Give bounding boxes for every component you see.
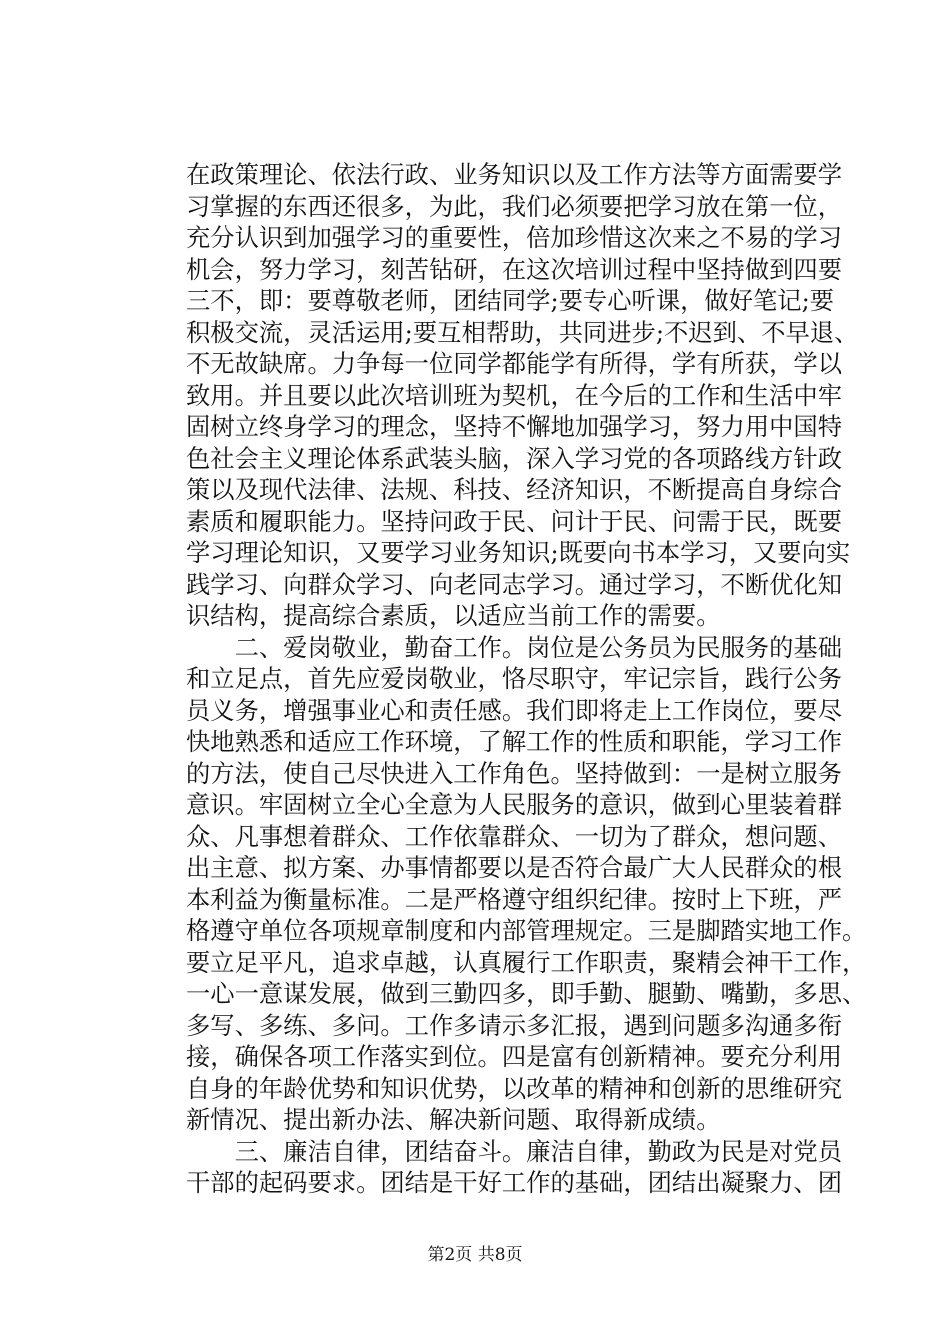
text-line: 众、凡事想着群众、工作依靠群众、一切为了群众，想问题、 bbox=[186, 821, 843, 851]
text-line: 三、廉洁自律，团结奋斗。廉洁自律，勤政为民是对党员 bbox=[186, 1136, 843, 1166]
text-line: 本利益为衡量标准。二是严格遵守组织纪律。按时上下班，严 bbox=[186, 884, 843, 914]
text-line: 自身的年龄优势和知识优势，以改革的精神和创新的思维研究 bbox=[186, 1073, 843, 1103]
page-footer bbox=[0, 1245, 950, 1265]
text-line: 不无故缺席。力争每一位同学都能学有所得，学有所获，学以 bbox=[186, 349, 843, 378]
text-line: 充分认识到加强学习的重要性，倍加珍惜这次来之不易的学习 bbox=[186, 223, 843, 252]
text-line: 员义务，增强事业心和责任感。我们即将走上工作岗位，要尽 bbox=[186, 695, 843, 725]
text-line: 出主意、拟方案、办事情都要以是否符合最广大人民群众的根 bbox=[186, 853, 843, 882]
text-line: 习掌握的东西还很多，为此，我们必须要把学习放在第一位， bbox=[186, 191, 843, 221]
text-line: 学习理论知识，又要学习业务知识;既要向书本学习，又要向实 bbox=[186, 538, 851, 567]
body-text bbox=[186, 159, 867, 1199]
text-line: 素质和履职能力。坚持问政于民、问计于民、问需于民，既要 bbox=[186, 506, 843, 536]
text-line: 格遵守单位各项规章制度和内部管理规定。三是脚踏实地工作。 bbox=[186, 916, 867, 945]
text-line: 和立足点，首先应爱岗敬业，恪尽职守，牢记宗旨，践行公务 bbox=[186, 664, 843, 693]
text-line: 践学习、向群众学习、向老同志学习。通过学习，不断优化知 bbox=[186, 569, 843, 599]
text-line: 干部的起码要求。团结是干好工作的基础，团结出凝聚力、团 bbox=[186, 1168, 843, 1197]
text-line: 识结构，提高综合素质，以适应当前工作的需要。 bbox=[186, 601, 721, 630]
text-line: 固树立终身学习的理念，坚持不懈地加强学习，努力用中国特 bbox=[186, 412, 843, 441]
page-number: 第2页 共8页 bbox=[427, 1245, 523, 1265]
text-line: 色社会主义理论体系武装头脑，深入学习党的各项路线方针政 bbox=[186, 443, 843, 473]
text-line: 二、爱岗敬业，勤奋工作。岗位是公务员为民服务的基础 bbox=[186, 632, 843, 662]
text-line: 致用。并且要以此次培训班为契机，在今后的工作和生活中牢 bbox=[186, 380, 843, 410]
text-line: 要立足平凡，追求卓越，认真履行工作职责，聚精会神干工作， bbox=[186, 947, 867, 977]
text-line: 一心一意谋发展，做到三勤四多，即手勤、腿勤、嘴勤，多思、 bbox=[186, 979, 867, 1008]
text-line: 的方法，使自己尽快进入工作角色。坚持做到：一是树立服务 bbox=[186, 758, 843, 788]
text-line: 意识。牢固树立全心全意为人民服务的意识，做到心里装着群 bbox=[186, 790, 843, 819]
text-line: 多写、多练、多问。工作多请示多汇报，遇到问题多沟通多衔 bbox=[186, 1010, 843, 1040]
text-line: 快地熟悉和适应工作环境，了解工作的性质和职能，学习工作 bbox=[186, 727, 843, 756]
text-line: 接，确保各项工作落实到位。四是富有创新精神。要充分利用 bbox=[186, 1042, 843, 1071]
text-line: 三不，即：要尊敬老师，团结同学;要专心听课，做好笔记;要 bbox=[186, 286, 835, 315]
text-line: 在政策理论、依法行政、业务知识以及工作方法等方面需要学 bbox=[186, 160, 843, 189]
text-line: 机会，努力学习，刻苦钻研，在这次培训过程中坚持做到四要 bbox=[186, 254, 843, 284]
text-line: 策以及现代法律、法规、科技、经济知识，不断提高自身综合 bbox=[186, 475, 843, 504]
text-line: 新情况、提出新办法、解决新问题、取得新成绩。 bbox=[186, 1105, 721, 1134]
text-line: 积极交流，灵活运用;要互相帮助，共同进步;不迟到、不早退、 bbox=[186, 317, 859, 347]
